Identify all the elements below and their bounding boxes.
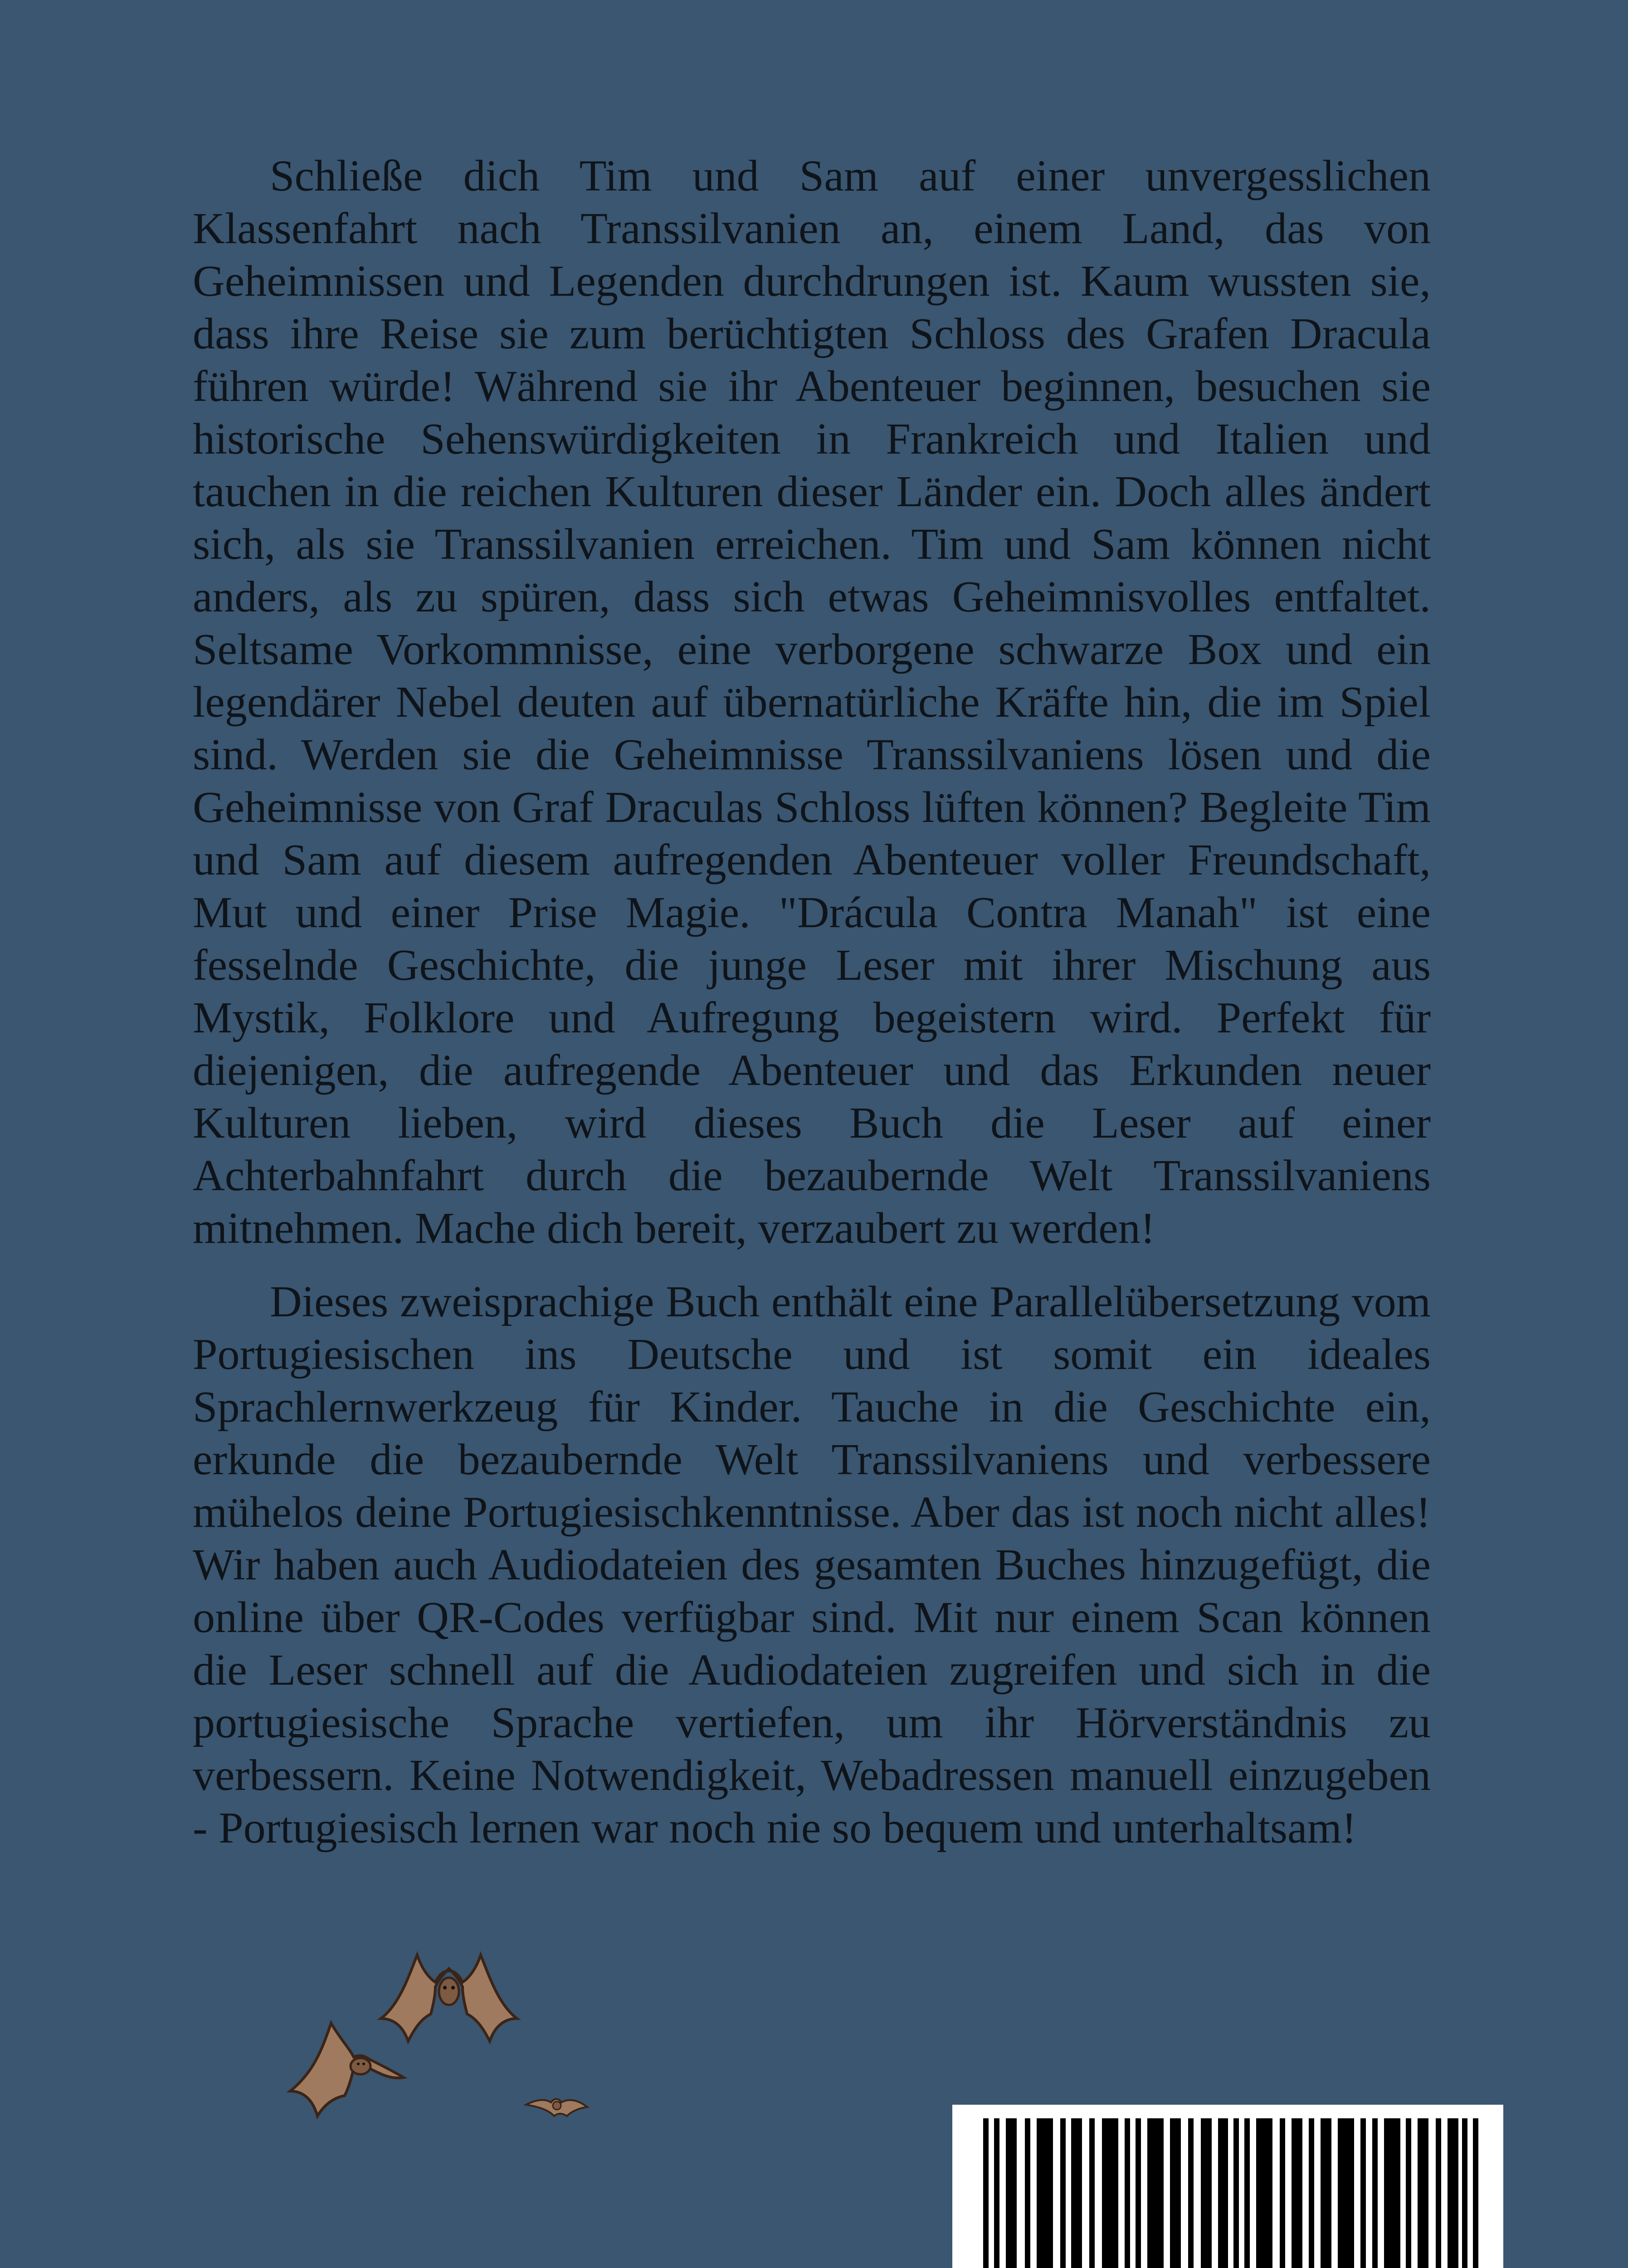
isbn-barcode — [952, 2105, 1503, 2268]
barcode-bars — [952, 2105, 1503, 2268]
blurb-paragraph-2: Dieses zweisprachige Buch enthält eine Parallelübersetzung vom Portugiesischen ins Deutsche und ist somit ein ideales Sprachlernwerkzeug für Kinder. Tauche in die Geschichte ein, erkunde die bezaubernde Welt Transsilvaniens und verbessere mühelos deine Portugiesischkenntnisse. Aber das ist noch nicht alles! Wir haben auch Audiodateien des gesamten Buches hinzugefügt, die online über QR-Codes verfügbar sind. Mit nur einem Scan können die Leser schnell auf die Audiodateien zugreifen und sich in die portugiesische Sprache vertiefen, um ihr Hörverständnis zu verbessern. Keine Notwendigkeit, Webadressen manuell einzugeben - Portugiesisch lernen war noch nie so bequem und unterhaltsam! — [193, 1277, 1431, 1853]
bats-illustration — [254, 1932, 599, 2186]
bat-icon — [290, 2023, 404, 2116]
bat-icon — [526, 2099, 587, 2116]
bat-icon — [381, 1955, 517, 2041]
blurb-text — [193, 150, 1431, 1854]
blurb-paragraph-1: Schließe dich Tim und Sam auf einer unvergesslichen Klassenfahrt nach Transsilvanien an, einem Land, das von Geheimnissen und Legenden durchdrungen ist. Kaum wussten sie, dass ihre Reise sie zum berüchtigten Schloss des Grafen Dracula führen würde! Während sie ihr Abenteuer beginnen, besuchen sie historische Sehenswürdigkeiten in Frankreich und Italien und tauchen in die reichen Kulturen dieser Länder ein. Doch alles ändert sich, als sie Transsilvanien erreichen. Tim und Sam können nicht anders, als zu spüren, dass sich etwas Geheimnisvolles entfaltet. Seltsame Vorkommnisse, eine verborgene schwarze Box und ein legendärer Nebel deuten auf übernatürliche Kräfte hin, die im Spiel sind. Werden sie die Geheimnisse Transsilvaniens lösen und die Geheimnisse von Graf Draculas Schloss lüften können? Begleite Tim und Sam auf diesem aufregenden Abenteuer voller Freundschaft, Mut und einer Prise Magie. "Drácula Contra Manah" ist eine fesselnde Geschichte, die junge Leser mit ihrer Mischung aus Mystik, Folklore und Aufregung begeistern wird. Perfekt für diejenigen, die aufregende Abenteuer und das Erkunden neuer Kulturen lieben, wird dieses Buch die Leser auf einer Achterbahnfahrt durch die bezaubernde Welt Transsilvaniens mitnehmen. Mache dich bereit, verzaubert zu werden! — [193, 152, 1431, 1253]
